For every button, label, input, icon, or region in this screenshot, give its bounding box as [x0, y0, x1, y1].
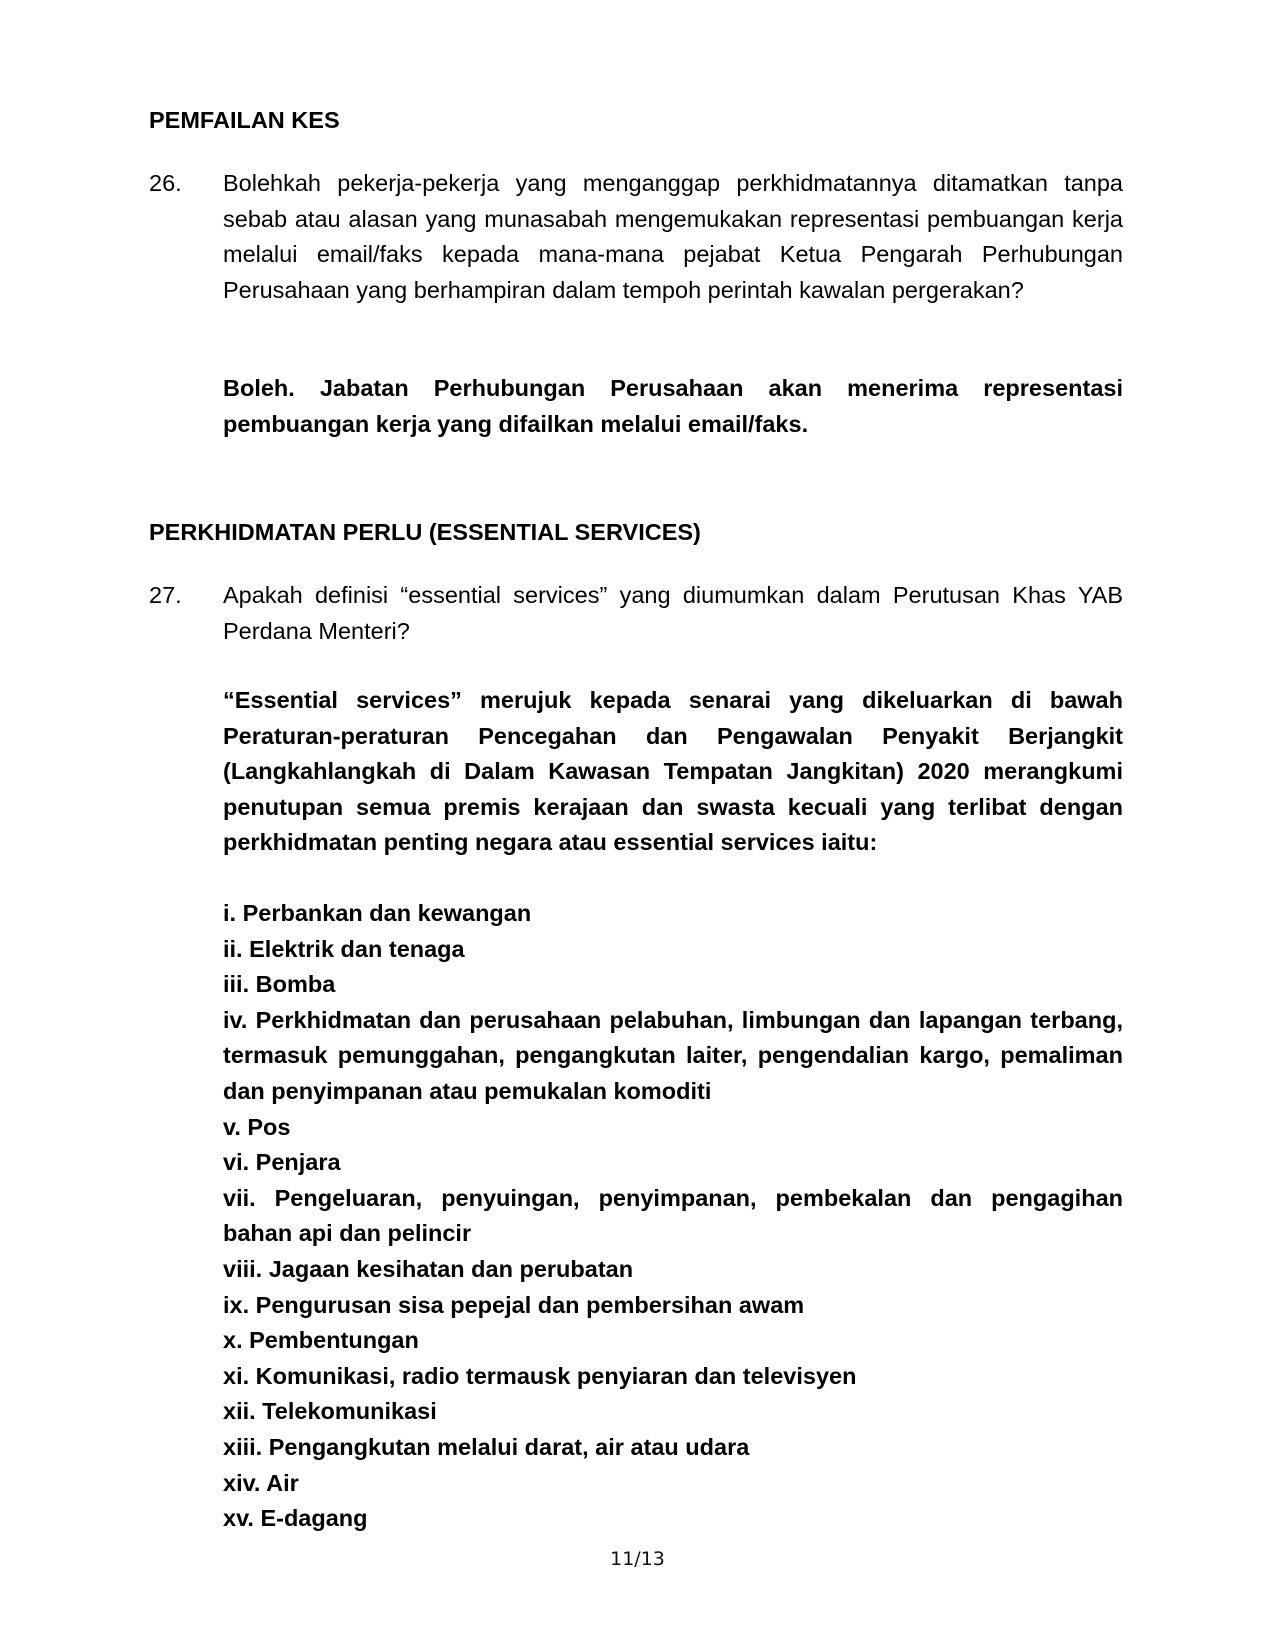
- answer-27-text: “Essential services” merujuk kepada senarai yang dikeluarkan di bawah Peraturan-peraturan Pencegahan dan Pengawalan Penyakit Berjangkit (Langkahlangkah di Dalam Kawasan Tempatan Jangkitan) 2020 merangkumi penutupan semua premis kerajaan dan swasta kecuali yang terlibat dengan perkhidmatan penting negara atau essential services iaitu:: [223, 687, 1123, 856]
- list-item: x. Pembentungan: [223, 1327, 419, 1354]
- list-item: vii. Pengeluaran, penyuingan, penyimpanan, pembekalan dan pengagihan bahan api dan pelincir: [223, 1184, 1123, 1247]
- list-item: iii. Bomba: [223, 971, 336, 998]
- list-item: ii. Elektrik dan tenaga: [223, 935, 465, 962]
- page-number: 11/13: [610, 1548, 665, 1570]
- essential-services-list: [223, 896, 1123, 1537]
- list-item: xii. Telekomunikasi: [223, 1398, 437, 1425]
- answer-26-text: Boleh. Jabatan Perhubungan Perusahaan akan menerima representasi pembuangan kerja yang difailkan melalui email/faks.: [223, 375, 1123, 437]
- list-item: ix. Pengurusan sisa pepejal dan pembersihan awam: [223, 1291, 805, 1318]
- list-item: v. Pos: [223, 1113, 291, 1140]
- list-item: iv. Perkhidmatan dan perusahaan pelabuhan, limbungan dan lapangan terbang, termasuk pemunggahan, pengangkutan laiter, pengendalian kargo, pemaliman dan penyimpanan atau pemukalan komoditi: [223, 1006, 1123, 1104]
- list-item: xi. Komunikasi, radio termausk penyiaran dan televisyen: [223, 1362, 857, 1389]
- list-item: viii. Jagaan kesihatan dan perubatan: [223, 1255, 634, 1282]
- section-heading-essential-services: PERKHIDMATAN PERLU (ESSENTIAL SERVICES): [149, 519, 701, 545]
- list-item: xiii. Pengangkutan melalui darat, air atau udara: [223, 1433, 750, 1460]
- question-number-26: 26.: [149, 170, 182, 196]
- list-item: vi. Penjara: [223, 1149, 341, 1176]
- list-item: xv. E-dagang: [223, 1505, 368, 1532]
- question-26-text: Bolehkah pekerja-pekerja yang menganggap perkhidmatannya ditamatkan tanpa sebab atau alasan yang munasabah mengemukakan representasi pembuangan kerja melalui email/faks kepada mana-mana pejabat Ketua Pengarah Perhubungan Perusahaan yang berhampiran dalam tempoh perintah kawalan pergerakan?: [223, 170, 1123, 303]
- list-item: xiv. Air: [223, 1469, 299, 1496]
- list-item: i. Perbankan dan kewangan: [223, 900, 532, 926]
- section-heading-pemfailan-kes: PEMFAILAN KES: [149, 107, 340, 133]
- question-27-text: Apakah definisi “essential services” yang diumumkan dalam Perutusan Khas YAB Perdana Menteri?: [223, 582, 1123, 644]
- question-number-27: 27.: [149, 582, 182, 608]
